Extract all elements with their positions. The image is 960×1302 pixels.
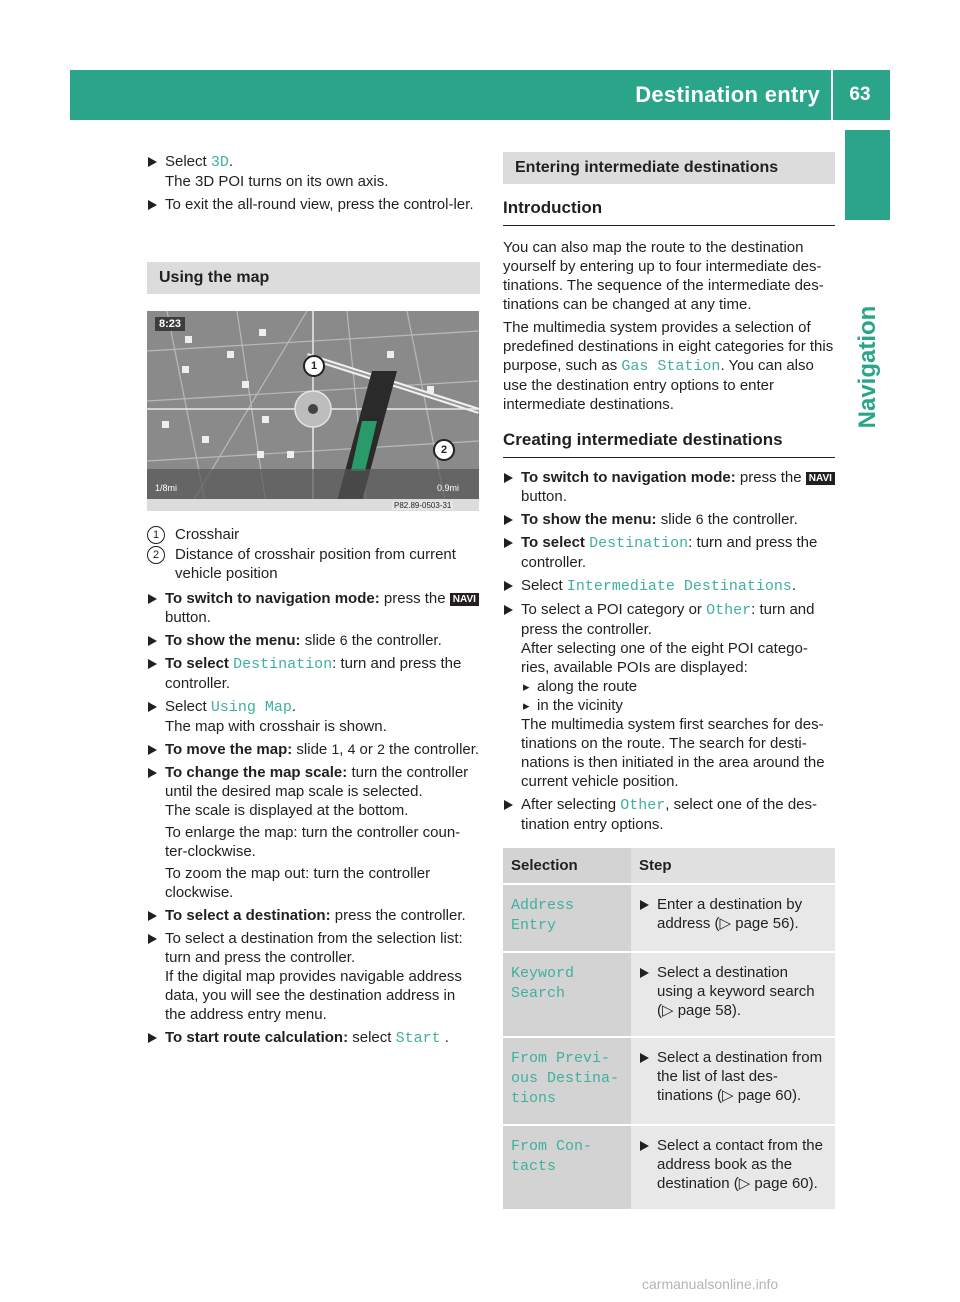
step-show-menu-right: To show the menu: slide 6 the controller.	[503, 510, 835, 529]
step-arrow-icon	[504, 800, 513, 810]
step-arrow-icon	[504, 538, 513, 548]
controller-slide-diagonal-icon: 2	[377, 741, 385, 757]
destination-options-table	[503, 848, 835, 1209]
table-row: Keyword Search Select a destination using a keyword search (▷ page 58).	[503, 952, 835, 1037]
list-item: ▸ along the route	[521, 677, 835, 696]
map-distance: 0.9mi	[437, 483, 460, 493]
left-column-lower	[147, 525, 480, 1052]
header-title: Destination entry	[635, 82, 820, 107]
step-arrow-icon	[148, 745, 157, 755]
menu-item-address-entry: Address Entry	[511, 897, 575, 934]
step-arrow-icon	[148, 911, 157, 921]
step-select-destination: To select Destination: turn and press the controller.	[147, 654, 480, 693]
callout-crosshair: 1 Crosshair	[147, 525, 480, 544]
list-item: ▸ in the vicinity	[521, 696, 835, 715]
step-arrow-icon	[148, 594, 157, 604]
callout-marker-1: 1	[303, 355, 325, 377]
step-arrow-icon	[148, 768, 157, 778]
controller-slide-down-icon: 6	[339, 632, 348, 648]
controller-slide-left-right-icon: 1	[331, 741, 340, 757]
menu-item-3d: 3D	[210, 154, 229, 171]
section-heading-using-map: Using the map	[147, 262, 480, 294]
table-header-row	[503, 848, 835, 884]
step-arrow-icon	[504, 473, 513, 483]
step-start-route: To start route calculation: select Start .	[147, 1028, 480, 1048]
controller-slide-down-icon: 6	[695, 511, 704, 527]
callout-marker-2: 2	[433, 439, 455, 461]
step-arrow-icon	[640, 1141, 649, 1151]
step-navigation-mode-right: To switch to navigation mode: press the NAVI button.	[503, 468, 835, 506]
left-column	[147, 152, 480, 294]
menu-item-destination: Destination	[233, 656, 333, 673]
column-header-step: Step	[631, 848, 835, 884]
table-row: Address Entry Enter a destination by address (▷ page 56).	[503, 884, 835, 952]
step-arrow-icon	[148, 702, 157, 712]
image-caption: P82.89-0503-31	[394, 501, 452, 510]
step-arrow-icon	[640, 1053, 649, 1063]
step-arrow-icon	[640, 900, 649, 910]
step-selection-list: To select a destination from the selection list: turn and press the controller. If the digital map provides navigable address data, you will see the destination address in the address entry menu.	[147, 929, 480, 1024]
subheading-creating: Creating intermediate destinations	[503, 430, 835, 458]
column-header-selection: Selection	[503, 848, 631, 884]
step-arrow-icon	[148, 157, 157, 167]
callout-distance: 2 Distance of crosshair position from current vehicle position	[147, 545, 480, 583]
step-arrow-icon	[504, 515, 513, 525]
step-navigation-mode: To switch to navigation mode: press the NAVI button.	[147, 589, 480, 627]
menu-item-using-map: Using Map	[210, 699, 292, 716]
step-select-intermediate: Select Intermediate Destinations.	[503, 576, 835, 596]
watermark: carmanualsonline.info	[642, 1276, 779, 1292]
step-select-a-destination: To select a destination: press the controller.	[147, 906, 480, 925]
step-after-other: After selecting Other, select one of the des-tination entry options.	[503, 795, 835, 834]
intro-paragraph-2: The multimedia system provides a selection of predefined destinations in eight categories for this purpose, such as Gas Station. You can also use the destination entry options to enter intermediate destinations.	[503, 319, 834, 413]
map-graphic	[147, 311, 479, 511]
step-arrow-icon	[504, 605, 513, 615]
map-scale: 1/8mi	[155, 483, 178, 493]
section-tab	[845, 130, 890, 220]
menu-item-other: Other	[706, 602, 752, 619]
menu-item-start: Start	[395, 1030, 441, 1047]
step-select-using-map: Select Using Map. The map with crosshair is shown.	[147, 697, 480, 736]
menu-item-from-contacts: From Con-tacts	[511, 1138, 593, 1175]
section-label	[845, 232, 890, 502]
step-change-scale: To change the map scale: turn the controller until the desired map scale is selected. The scale is displayed at the bottom. To enlarge the map: turn the controller coun-ter-clockwise. To zoom the map out: turn the controller clockwise.	[147, 763, 480, 902]
map-clock: 8:23	[155, 317, 185, 331]
step-exit-view: To exit the all-round view, press the control-ler.	[147, 195, 480, 214]
controller-slide-up-down-icon: 4	[347, 741, 356, 757]
menu-item-intermediate-destinations: Intermediate Destinations	[566, 578, 792, 595]
map-illustration	[147, 311, 479, 511]
header-divider	[831, 70, 833, 120]
step-arrow-icon	[640, 968, 649, 978]
step-arrow-icon	[148, 659, 157, 669]
right-column	[503, 152, 835, 1209]
intro-paragraph-1: You can also map the route to the destination yourself by entering up to four intermediate des-tinations. The sequence of the intermediate des-tinations can be changed at any time.	[503, 239, 824, 313]
menu-item-gas-station: Gas Station	[621, 358, 721, 375]
step-arrow-icon	[148, 636, 157, 646]
step-select-destination-right: To select Destination: turn and press the controller.	[503, 533, 835, 572]
navi-key-icon: NAVI	[450, 593, 479, 606]
step-show-menu: To show the menu: slide 6 the controller.	[147, 631, 480, 650]
step-arrow-icon	[148, 200, 157, 210]
menu-item-other: Other	[620, 797, 666, 814]
step-select-3d: Select 3D. The 3D POI turns on its own axis.	[147, 152, 480, 191]
page-number: 63	[849, 84, 871, 105]
step-move-map: To move the map: slide 1, 4 or 2 the controller.	[147, 740, 480, 759]
section-heading-intermediate: Entering intermediate destinations	[503, 152, 835, 184]
page-header	[70, 70, 890, 120]
section-label-text: Navigation	[853, 305, 881, 429]
subheading-introduction: Introduction	[503, 198, 835, 226]
menu-item-destination: Destination	[589, 535, 689, 552]
step-arrow-icon	[504, 581, 513, 591]
navi-key-icon: NAVI	[806, 472, 835, 485]
step-select-poi: To select a POI category or Other: turn and press the controller. After selecting one of the eight POI catego-ries, available POIs are displayed: ▸ along the route ▸ in the vicinity The multimedia system first searches for des-tinations on the route. The search for desti-nations is then initiated in the area around the current vehicle position.	[503, 600, 835, 791]
step-arrow-icon	[148, 934, 157, 944]
table-row: From Con-tacts Select a contact from the address book as the destination (▷ page 60).	[503, 1125, 835, 1209]
table-row: From Previ-ous Destina-tions Select a destination from the list of last des-tinations (▷ page 60).	[503, 1037, 835, 1125]
menu-item-keyword-search: Keyword Search	[511, 965, 575, 1002]
menu-item-previous-destinations: From Previ-ous Destina-tions	[511, 1050, 620, 1107]
step-arrow-icon	[148, 1033, 157, 1043]
